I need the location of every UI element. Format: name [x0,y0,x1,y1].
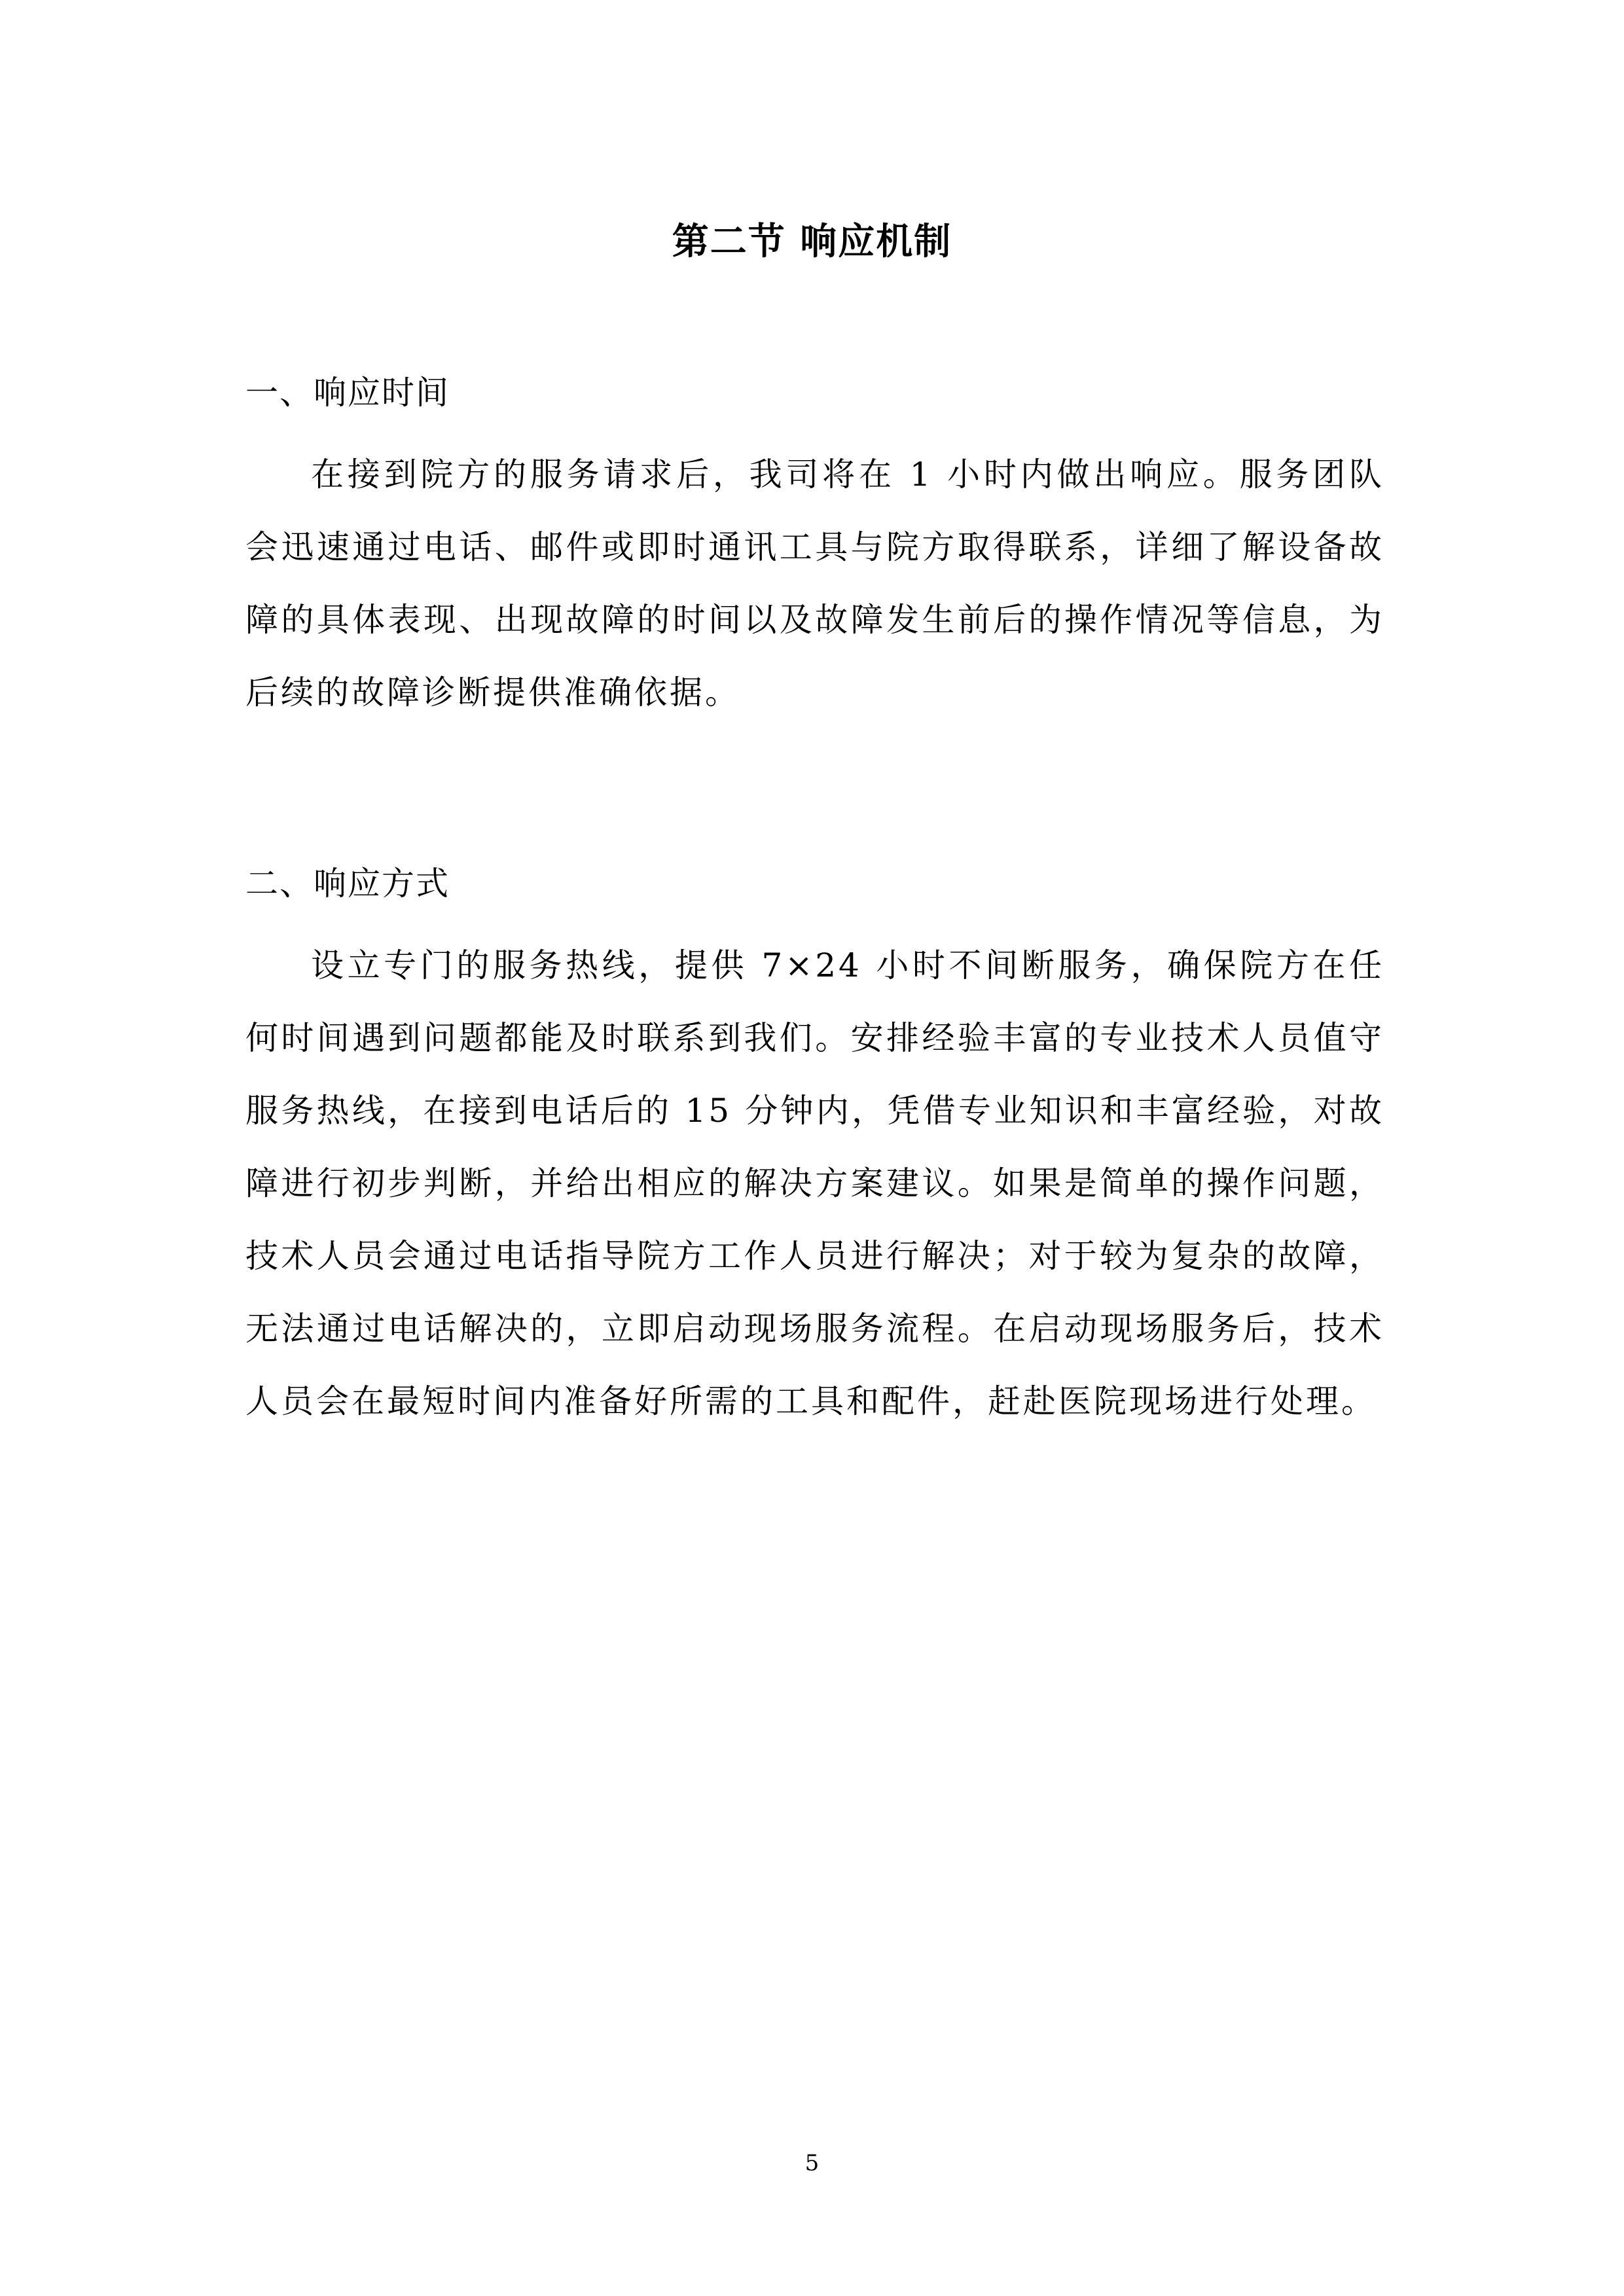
page-number: 5 [804,2150,820,2176]
section-heading-response-time: 一、响应时间 [245,374,450,412]
paragraph-response-method: 设立专门的服务热线，提供 7×24 小时不间断服务，确保院方在任何时间遇到问题都能及时联系到我们。安排经验丰富的专业技术人员值守服务热线，在接到电话后的 15 分钟内，凭借专业知识和丰富经验，对故障进行初步判断，并给出相应的解决方案建议。如果是简单的操作问题，技术人员会通过电话指导院方工作人员进行解决；对于较为复杂的故障，无法通过电话解决的，立即启动现场服务流程。在启动现场服务后，技术人员会在最短时间内准备好所需的工具和配件，赶赴医院现场进行处理。 [245,946,1384,1420]
section-heading-response-method: 二、响应方式 [245,865,450,903]
section-title: 第二节 响应机制 [672,221,952,263]
paragraph-response-time: 在接到院方的服务请求后，我司将在 1 小时内做出响应。服务团队会迅速通过电话、邮件或即时通讯工具与院方取得联系，详细了解设备故障的具体表现、出现故障的时间以及故障发生前后的操作情况等信息，为后续的故障诊断提供准确依据。 [245,456,1384,711]
